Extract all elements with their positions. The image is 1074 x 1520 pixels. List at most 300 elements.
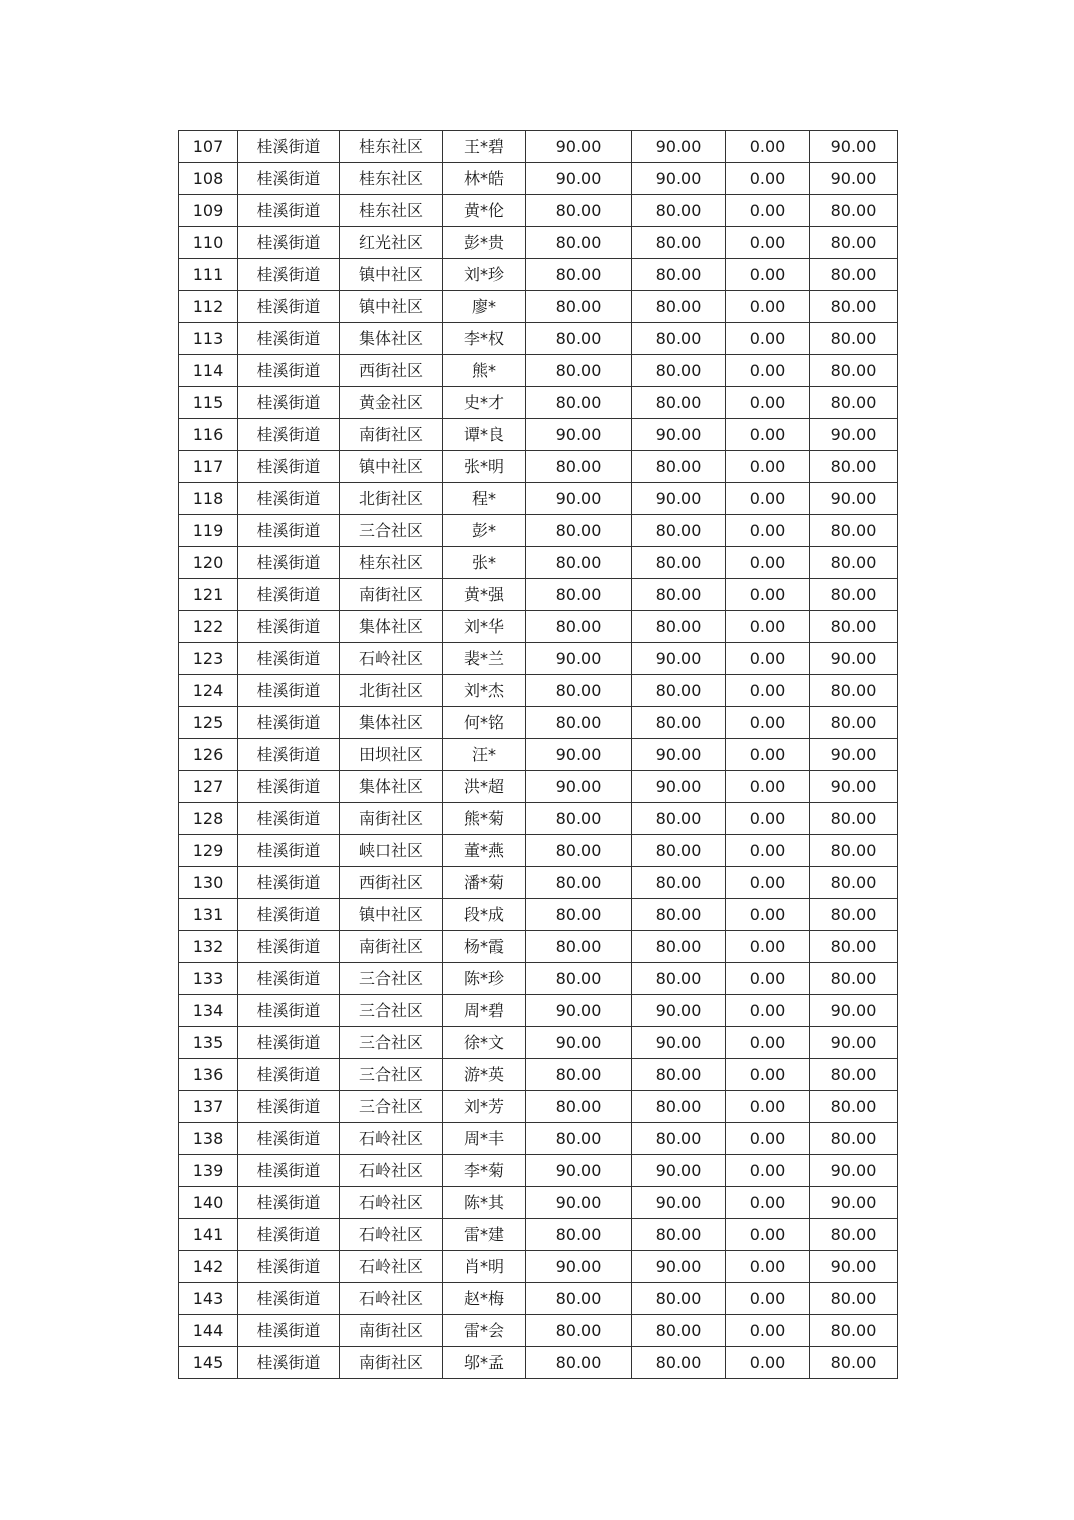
subdistrict-cell: 桂溪街道 xyxy=(238,227,340,259)
row-number-cell: 121 xyxy=(179,579,238,611)
table-row xyxy=(179,1187,898,1219)
amount-b-cell: 80.00 xyxy=(632,835,726,867)
table-row xyxy=(179,931,898,963)
amount-c-cell: 0.00 xyxy=(726,355,810,387)
person-name-cell: 史*才 xyxy=(443,387,526,419)
community-cell: 集体社区 xyxy=(340,707,443,739)
amount-a-cell: 80.00 xyxy=(526,259,632,291)
amount-c-cell: 0.00 xyxy=(726,1347,810,1379)
amount-total-cell: 90.00 xyxy=(810,419,898,451)
person-name-cell: 刘*华 xyxy=(443,611,526,643)
person-name-cell: 张*明 xyxy=(443,451,526,483)
subdistrict-cell: 桂溪街道 xyxy=(238,163,340,195)
person-name-cell: 廖* xyxy=(443,291,526,323)
amount-a-cell: 80.00 xyxy=(526,547,632,579)
person-name-cell: 段*成 xyxy=(443,899,526,931)
amount-a-cell: 80.00 xyxy=(526,611,632,643)
row-number-cell: 134 xyxy=(179,995,238,1027)
amount-c-cell: 0.00 xyxy=(726,1219,810,1251)
amount-b-cell: 80.00 xyxy=(632,867,726,899)
community-cell: 集体社区 xyxy=(340,323,443,355)
table-row xyxy=(179,803,898,835)
subdistrict-cell: 桂溪街道 xyxy=(238,291,340,323)
table-row xyxy=(179,1155,898,1187)
person-name-cell: 徐*文 xyxy=(443,1027,526,1059)
community-cell: 田坝社区 xyxy=(340,739,443,771)
table-row xyxy=(179,675,898,707)
community-cell: 镇中社区 xyxy=(340,899,443,931)
amount-c-cell: 0.00 xyxy=(726,867,810,899)
row-number-cell: 138 xyxy=(179,1123,238,1155)
amount-a-cell: 80.00 xyxy=(526,707,632,739)
amount-a-cell: 80.00 xyxy=(526,387,632,419)
table-row xyxy=(179,547,898,579)
row-number-cell: 142 xyxy=(179,1251,238,1283)
subdistrict-cell: 桂溪街道 xyxy=(238,547,340,579)
table-row xyxy=(179,1283,898,1315)
row-number-cell: 109 xyxy=(179,195,238,227)
subdistrict-cell: 桂溪街道 xyxy=(238,963,340,995)
table-row xyxy=(179,419,898,451)
amount-a-cell: 90.00 xyxy=(526,131,632,163)
amount-total-cell: 80.00 xyxy=(810,707,898,739)
amount-total-cell: 80.00 xyxy=(810,899,898,931)
amount-b-cell: 90.00 xyxy=(632,419,726,451)
amount-b-cell: 90.00 xyxy=(632,995,726,1027)
person-name-cell: 黄*伦 xyxy=(443,195,526,227)
amount-c-cell: 0.00 xyxy=(726,579,810,611)
community-cell: 南街社区 xyxy=(340,931,443,963)
table-row xyxy=(179,899,898,931)
community-cell: 南街社区 xyxy=(340,1315,443,1347)
table-row xyxy=(179,1027,898,1059)
amount-a-cell: 80.00 xyxy=(526,963,632,995)
subdistrict-cell: 桂溪街道 xyxy=(238,803,340,835)
community-cell: 镇中社区 xyxy=(340,259,443,291)
row-number-cell: 132 xyxy=(179,931,238,963)
community-cell: 红光社区 xyxy=(340,227,443,259)
amount-b-cell: 80.00 xyxy=(632,227,726,259)
community-cell: 三合社区 xyxy=(340,1027,443,1059)
table-row xyxy=(179,387,898,419)
row-number-cell: 139 xyxy=(179,1155,238,1187)
table-body xyxy=(179,131,898,1379)
row-number-cell: 119 xyxy=(179,515,238,547)
amount-total-cell: 80.00 xyxy=(810,1091,898,1123)
amount-c-cell: 0.00 xyxy=(726,483,810,515)
amount-b-cell: 90.00 xyxy=(632,739,726,771)
table-row xyxy=(179,835,898,867)
amount-b-cell: 80.00 xyxy=(632,611,726,643)
amount-c-cell: 0.00 xyxy=(726,675,810,707)
subdistrict-cell: 桂溪街道 xyxy=(238,867,340,899)
subdistrict-cell: 桂溪街道 xyxy=(238,1059,340,1091)
row-number-cell: 140 xyxy=(179,1187,238,1219)
subdistrict-cell: 桂溪街道 xyxy=(238,419,340,451)
amount-total-cell: 90.00 xyxy=(810,131,898,163)
amount-total-cell: 90.00 xyxy=(810,163,898,195)
amount-total-cell: 80.00 xyxy=(810,515,898,547)
amount-c-cell: 0.00 xyxy=(726,291,810,323)
subdistrict-cell: 桂溪街道 xyxy=(238,643,340,675)
row-number-cell: 145 xyxy=(179,1347,238,1379)
amount-a-cell: 90.00 xyxy=(526,483,632,515)
community-cell: 西街社区 xyxy=(340,355,443,387)
amount-c-cell: 0.00 xyxy=(726,547,810,579)
amount-c-cell: 0.00 xyxy=(726,963,810,995)
amount-total-cell: 80.00 xyxy=(810,227,898,259)
amount-b-cell: 80.00 xyxy=(632,675,726,707)
amount-c-cell: 0.00 xyxy=(726,1315,810,1347)
person-name-cell: 刘*珍 xyxy=(443,259,526,291)
amount-total-cell: 80.00 xyxy=(810,579,898,611)
amount-a-cell: 90.00 xyxy=(526,739,632,771)
community-cell: 石岭社区 xyxy=(340,1155,443,1187)
community-cell: 石岭社区 xyxy=(340,1187,443,1219)
amount-b-cell: 90.00 xyxy=(632,1187,726,1219)
community-cell: 三合社区 xyxy=(340,995,443,1027)
amount-c-cell: 0.00 xyxy=(726,995,810,1027)
table-row xyxy=(179,451,898,483)
community-cell: 桂东社区 xyxy=(340,163,443,195)
table-row xyxy=(179,579,898,611)
amount-b-cell: 80.00 xyxy=(632,963,726,995)
table-row xyxy=(179,1251,898,1283)
table-row xyxy=(179,1347,898,1379)
subdistrict-cell: 桂溪街道 xyxy=(238,1315,340,1347)
person-name-cell: 周*丰 xyxy=(443,1123,526,1155)
amount-a-cell: 80.00 xyxy=(526,1219,632,1251)
row-number-cell: 120 xyxy=(179,547,238,579)
table-row xyxy=(179,515,898,547)
amount-a-cell: 80.00 xyxy=(526,227,632,259)
community-cell: 三合社区 xyxy=(340,963,443,995)
subdistrict-cell: 桂溪街道 xyxy=(238,323,340,355)
amount-a-cell: 90.00 xyxy=(526,419,632,451)
amount-a-cell: 90.00 xyxy=(526,771,632,803)
amount-b-cell: 80.00 xyxy=(632,515,726,547)
row-number-cell: 116 xyxy=(179,419,238,451)
amount-c-cell: 0.00 xyxy=(726,1155,810,1187)
subdistrict-cell: 桂溪街道 xyxy=(238,131,340,163)
table-row xyxy=(179,611,898,643)
amount-total-cell: 80.00 xyxy=(810,611,898,643)
amount-b-cell: 90.00 xyxy=(632,1251,726,1283)
amount-total-cell: 80.00 xyxy=(810,1219,898,1251)
amount-c-cell: 0.00 xyxy=(726,771,810,803)
amount-b-cell: 80.00 xyxy=(632,931,726,963)
table-row xyxy=(179,707,898,739)
community-cell: 石岭社区 xyxy=(340,1219,443,1251)
amount-total-cell: 90.00 xyxy=(810,1027,898,1059)
person-name-cell: 董*燕 xyxy=(443,835,526,867)
subdistrict-cell: 桂溪街道 xyxy=(238,1123,340,1155)
amount-a-cell: 80.00 xyxy=(526,899,632,931)
subdistrict-cell: 桂溪街道 xyxy=(238,1187,340,1219)
subdistrict-cell: 桂溪街道 xyxy=(238,451,340,483)
subdistrict-cell: 桂溪街道 xyxy=(238,515,340,547)
amount-total-cell: 80.00 xyxy=(810,931,898,963)
amount-b-cell: 80.00 xyxy=(632,1283,726,1315)
row-number-cell: 114 xyxy=(179,355,238,387)
amount-c-cell: 0.00 xyxy=(726,899,810,931)
person-name-cell: 李*权 xyxy=(443,323,526,355)
row-number-cell: 108 xyxy=(179,163,238,195)
person-name-cell: 黄*强 xyxy=(443,579,526,611)
subdistrict-cell: 桂溪街道 xyxy=(238,1219,340,1251)
community-cell: 镇中社区 xyxy=(340,291,443,323)
amount-total-cell: 80.00 xyxy=(810,1315,898,1347)
person-name-cell: 雷*会 xyxy=(443,1315,526,1347)
person-name-cell: 裴*兰 xyxy=(443,643,526,675)
amount-total-cell: 80.00 xyxy=(810,867,898,899)
amount-a-cell: 90.00 xyxy=(526,163,632,195)
amount-a-cell: 80.00 xyxy=(526,835,632,867)
amount-b-cell: 90.00 xyxy=(632,1155,726,1187)
person-name-cell: 刘*杰 xyxy=(443,675,526,707)
amount-total-cell: 80.00 xyxy=(810,963,898,995)
person-name-cell: 李*菊 xyxy=(443,1155,526,1187)
row-number-cell: 141 xyxy=(179,1219,238,1251)
person-name-cell: 王*碧 xyxy=(443,131,526,163)
amount-a-cell: 80.00 xyxy=(526,1315,632,1347)
community-cell: 桂东社区 xyxy=(340,195,443,227)
community-cell: 石岭社区 xyxy=(340,1283,443,1315)
row-number-cell: 136 xyxy=(179,1059,238,1091)
subdistrict-cell: 桂溪街道 xyxy=(238,483,340,515)
amount-a-cell: 80.00 xyxy=(526,675,632,707)
person-name-cell: 何*铭 xyxy=(443,707,526,739)
amount-a-cell: 80.00 xyxy=(526,931,632,963)
table-row xyxy=(179,1219,898,1251)
amount-c-cell: 0.00 xyxy=(726,835,810,867)
amount-b-cell: 80.00 xyxy=(632,1219,726,1251)
amount-c-cell: 0.00 xyxy=(726,387,810,419)
amount-a-cell: 80.00 xyxy=(526,803,632,835)
amount-a-cell: 80.00 xyxy=(526,867,632,899)
subdistrict-cell: 桂溪街道 xyxy=(238,1091,340,1123)
community-cell: 三合社区 xyxy=(340,1091,443,1123)
subdistrict-cell: 桂溪街道 xyxy=(238,1283,340,1315)
person-name-cell: 熊* xyxy=(443,355,526,387)
amount-c-cell: 0.00 xyxy=(726,707,810,739)
amount-b-cell: 90.00 xyxy=(632,771,726,803)
amount-c-cell: 0.00 xyxy=(726,323,810,355)
amount-c-cell: 0.00 xyxy=(726,227,810,259)
subdistrict-cell: 桂溪街道 xyxy=(238,707,340,739)
amount-total-cell: 90.00 xyxy=(810,771,898,803)
table-row xyxy=(179,1123,898,1155)
subdistrict-cell: 桂溪街道 xyxy=(238,1027,340,1059)
amount-c-cell: 0.00 xyxy=(726,259,810,291)
row-number-cell: 135 xyxy=(179,1027,238,1059)
row-number-cell: 115 xyxy=(179,387,238,419)
subdistrict-cell: 桂溪街道 xyxy=(238,995,340,1027)
subdistrict-cell: 桂溪街道 xyxy=(238,771,340,803)
community-cell: 石岭社区 xyxy=(340,1251,443,1283)
person-name-cell: 林*皓 xyxy=(443,163,526,195)
amount-c-cell: 0.00 xyxy=(726,643,810,675)
table-row xyxy=(179,739,898,771)
amount-a-cell: 80.00 xyxy=(526,1091,632,1123)
person-name-cell: 程* xyxy=(443,483,526,515)
table-row xyxy=(179,323,898,355)
person-name-cell: 杨*霞 xyxy=(443,931,526,963)
amount-b-cell: 90.00 xyxy=(632,643,726,675)
amount-total-cell: 80.00 xyxy=(810,1123,898,1155)
community-cell: 集体社区 xyxy=(340,611,443,643)
amount-b-cell: 80.00 xyxy=(632,323,726,355)
amount-total-cell: 80.00 xyxy=(810,675,898,707)
row-number-cell: 110 xyxy=(179,227,238,259)
person-name-cell: 陈*其 xyxy=(443,1187,526,1219)
community-cell: 北街社区 xyxy=(340,483,443,515)
table-row xyxy=(179,867,898,899)
row-number-cell: 133 xyxy=(179,963,238,995)
table-row xyxy=(179,963,898,995)
table-row xyxy=(179,259,898,291)
amount-c-cell: 0.00 xyxy=(726,931,810,963)
row-number-cell: 125 xyxy=(179,707,238,739)
community-cell: 黄金社区 xyxy=(340,387,443,419)
person-name-cell: 汪* xyxy=(443,739,526,771)
person-name-cell: 邬*孟 xyxy=(443,1347,526,1379)
person-name-cell: 赵*梅 xyxy=(443,1283,526,1315)
amount-total-cell: 80.00 xyxy=(810,547,898,579)
amount-total-cell: 90.00 xyxy=(810,1155,898,1187)
amount-b-cell: 80.00 xyxy=(632,259,726,291)
amount-c-cell: 0.00 xyxy=(726,1027,810,1059)
subdistrict-cell: 桂溪街道 xyxy=(238,355,340,387)
amount-c-cell: 0.00 xyxy=(726,1251,810,1283)
table-row xyxy=(179,291,898,323)
table-row xyxy=(179,355,898,387)
amount-a-cell: 80.00 xyxy=(526,1347,632,1379)
amount-a-cell: 90.00 xyxy=(526,1187,632,1219)
row-number-cell: 131 xyxy=(179,899,238,931)
row-number-cell: 118 xyxy=(179,483,238,515)
person-name-cell: 谭*良 xyxy=(443,419,526,451)
row-number-cell: 129 xyxy=(179,835,238,867)
table-row xyxy=(179,643,898,675)
person-name-cell: 潘*菊 xyxy=(443,867,526,899)
amount-total-cell: 90.00 xyxy=(810,483,898,515)
amount-total-cell: 80.00 xyxy=(810,803,898,835)
subdistrict-cell: 桂溪街道 xyxy=(238,1155,340,1187)
amount-total-cell: 80.00 xyxy=(810,323,898,355)
amount-a-cell: 80.00 xyxy=(526,1283,632,1315)
amount-a-cell: 90.00 xyxy=(526,643,632,675)
community-cell: 峡口社区 xyxy=(340,835,443,867)
subdistrict-cell: 桂溪街道 xyxy=(238,195,340,227)
community-cell: 南街社区 xyxy=(340,579,443,611)
community-cell: 南街社区 xyxy=(340,1347,443,1379)
row-number-cell: 126 xyxy=(179,739,238,771)
amount-c-cell: 0.00 xyxy=(726,451,810,483)
amount-b-cell: 90.00 xyxy=(632,131,726,163)
row-number-cell: 117 xyxy=(179,451,238,483)
amount-c-cell: 0.00 xyxy=(726,803,810,835)
amount-a-cell: 80.00 xyxy=(526,323,632,355)
community-cell: 石岭社区 xyxy=(340,1123,443,1155)
amount-total-cell: 90.00 xyxy=(810,643,898,675)
amount-a-cell: 80.00 xyxy=(526,1123,632,1155)
subdistrict-cell: 桂溪街道 xyxy=(238,931,340,963)
table-row xyxy=(179,995,898,1027)
person-name-cell: 彭* xyxy=(443,515,526,547)
amount-total-cell: 80.00 xyxy=(810,835,898,867)
amount-total-cell: 90.00 xyxy=(810,739,898,771)
row-number-cell: 123 xyxy=(179,643,238,675)
community-cell: 桂东社区 xyxy=(340,131,443,163)
amount-total-cell: 90.00 xyxy=(810,1187,898,1219)
community-cell: 集体社区 xyxy=(340,771,443,803)
amount-a-cell: 80.00 xyxy=(526,355,632,387)
amount-c-cell: 0.00 xyxy=(726,1059,810,1091)
amount-b-cell: 90.00 xyxy=(632,163,726,195)
amount-c-cell: 0.00 xyxy=(726,739,810,771)
amount-a-cell: 90.00 xyxy=(526,1155,632,1187)
amount-b-cell: 90.00 xyxy=(632,1027,726,1059)
amount-a-cell: 80.00 xyxy=(526,291,632,323)
table-row xyxy=(179,163,898,195)
row-number-cell: 124 xyxy=(179,675,238,707)
amount-a-cell: 90.00 xyxy=(526,1027,632,1059)
row-number-cell: 128 xyxy=(179,803,238,835)
subdistrict-cell: 桂溪街道 xyxy=(238,387,340,419)
amount-b-cell: 80.00 xyxy=(632,355,726,387)
amount-total-cell: 80.00 xyxy=(810,259,898,291)
community-cell: 镇中社区 xyxy=(340,451,443,483)
person-name-cell: 刘*芳 xyxy=(443,1091,526,1123)
amount-b-cell: 80.00 xyxy=(632,1091,726,1123)
person-name-cell: 熊*菊 xyxy=(443,803,526,835)
amount-c-cell: 0.00 xyxy=(726,1091,810,1123)
person-name-cell: 彭*贵 xyxy=(443,227,526,259)
table-row xyxy=(179,131,898,163)
community-cell: 石岭社区 xyxy=(340,643,443,675)
amount-total-cell: 90.00 xyxy=(810,1251,898,1283)
row-number-cell: 107 xyxy=(179,131,238,163)
subdistrict-cell: 桂溪街道 xyxy=(238,1347,340,1379)
subdistrict-cell: 桂溪街道 xyxy=(238,1251,340,1283)
amount-c-cell: 0.00 xyxy=(726,1283,810,1315)
amount-total-cell: 80.00 xyxy=(810,291,898,323)
amount-b-cell: 80.00 xyxy=(632,387,726,419)
amount-a-cell: 80.00 xyxy=(526,451,632,483)
community-cell: 南街社区 xyxy=(340,803,443,835)
amount-total-cell: 80.00 xyxy=(810,195,898,227)
community-cell: 南街社区 xyxy=(340,419,443,451)
amount-b-cell: 80.00 xyxy=(632,291,726,323)
amount-b-cell: 90.00 xyxy=(632,483,726,515)
row-number-cell: 112 xyxy=(179,291,238,323)
subdistrict-cell: 桂溪街道 xyxy=(238,259,340,291)
amount-total-cell: 80.00 xyxy=(810,451,898,483)
amount-b-cell: 80.00 xyxy=(632,803,726,835)
subdistrict-cell: 桂溪街道 xyxy=(238,611,340,643)
amount-a-cell: 90.00 xyxy=(526,995,632,1027)
table-row xyxy=(179,771,898,803)
person-name-cell: 肖*明 xyxy=(443,1251,526,1283)
person-name-cell: 陈*珍 xyxy=(443,963,526,995)
amount-a-cell: 80.00 xyxy=(526,579,632,611)
amount-c-cell: 0.00 xyxy=(726,163,810,195)
amount-c-cell: 0.00 xyxy=(726,131,810,163)
community-cell: 西街社区 xyxy=(340,867,443,899)
subdistrict-cell: 桂溪街道 xyxy=(238,579,340,611)
row-number-cell: 111 xyxy=(179,259,238,291)
